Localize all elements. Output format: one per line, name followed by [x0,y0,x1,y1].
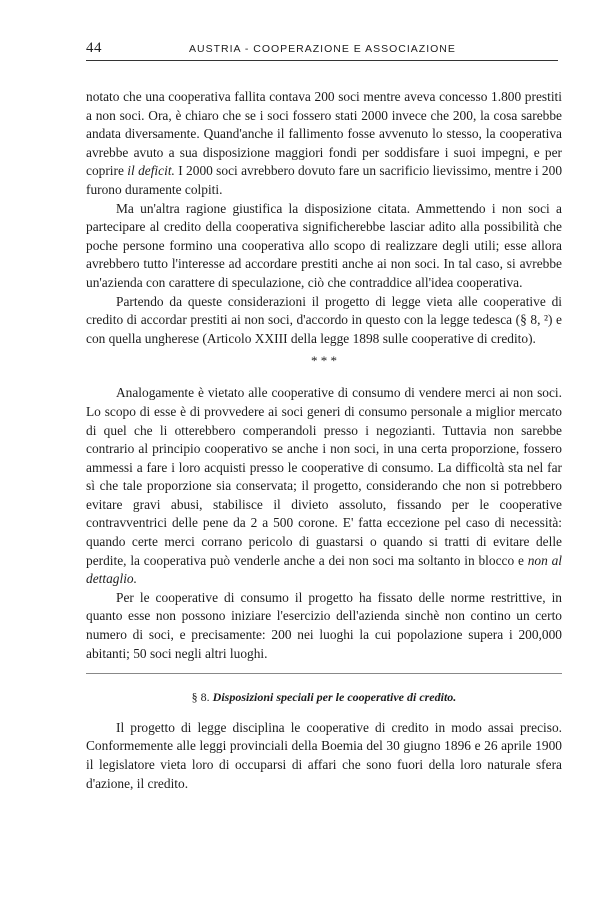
page-header [86,38,558,61]
italic-dettaglio: non al dettaglio. [86,552,562,587]
page-number: 44 [86,40,102,56]
section-heading [86,673,562,707]
section-number: § 8. [191,690,210,705]
section-title: Disposizioni speciali per le cooperative di credito. [212,690,457,705]
paragraph-3: Partendo da queste considerazioni il progetto di legge vieta alle cooperative di credito di accordar prestiti ai non soci, d'accordo in questo con la legge tedesca (§ 8, ²) e con quella ungherese (Articolo XXIII della legge 1898 sulle cooperative di credito). [86,293,562,346]
running-title: AUSTRIA - COOPERAZIONE E ASSOCIAZIONE [189,43,456,55]
body-text [86,88,562,793]
paragraph-4: Analogamente è vietato alle cooperative di consumo di vendere merci ai non soci. Lo scopo di esse è di provvedere ai soci generi di consumo personale a miglior mercato di quel che li otterebbero comperandoli presso i negozianti. Tuttavia non sarebbe contrario al principio cooperativo se anche i non soci, in una certa proporzione, fossero ammessi a fare i loro acquisti presso le cooperative di consumo. La difficoltà sta nel far sì che tale proporzione sia conservata; il progetto, considerando che non si potrebbero evitare gravi abusi, stabilisce il divieto assoluto, fissando per le cooperative contravventrici delle pene da 2 a 500 corone. E' fatta eccezione pel caso di necessità: quando certe merci corrano pericolo di guastarsi o quando si tratti di evitare delle perdite, la cooperativa può venderle anche a dei non soci ma soltanto in blocco e non al dettaglio. [86,385,562,587]
paragraph-6: Il progetto di legge disciplina le cooperative di credito in modo assai preciso. Conformemente alle leggi provinciali della Boemia del 30 giugno 1896 e 26 aprile 1900 il legislatore vieta loro di occuparsi di affari che sono fuori della loro naturale sfera d'azione, il credito. [86,719,562,791]
italic-deficit: il deficit. [127,163,175,179]
paragraph-1: notato che una cooperativa fallita contava 200 soci mentre aveva concesso 1.800 prestiti a non soci. Ora, è chiaro che se i soci fossero stati 2000 invece che 200, la cosa sarebbe andata diversamente. Quand'anche il fallimento fosse avvenuto lo stesso, la cooperativa avrebbe avuto a sua disposizione maggiori fondi per soddisfare i suoi impegni, e per coprire il deficit. I 2000 soci avrebbero dovuto fare un sacrificio lievissimo, mentre i 200 furono duramente colpiti. [86,89,563,197]
paragraph-5: Per le cooperative di consumo il progetto ha fissato delle norme restrittive, in quanto esse non possono iniziare l'esercizio dell'azienda sinchè non contino un certo numero di soci, e precisamente: 200 nei luoghi la cui popolazione supera i 200,000 abitanti; 50 soci negli altri luoghi. [86,589,562,661]
paragraph-2: Ma un'altra ragione giustifica la disposizione citata. Ammettendo i non soci a partecipare al credito della cooperativa significherebbe lasciar adito alla possibilità che poche persone formino una cooperativa allo scopo di realizzare degli utili; esse allora avrebbero tutto l'interesse ad accordare prestiti anche ai non soci. In tal caso, si avrebbe un'azienda con carattere di speculazione, ciò che contraddice all'idea cooperativa. [86,200,562,290]
asterism-divider: * * * [311,353,337,369]
